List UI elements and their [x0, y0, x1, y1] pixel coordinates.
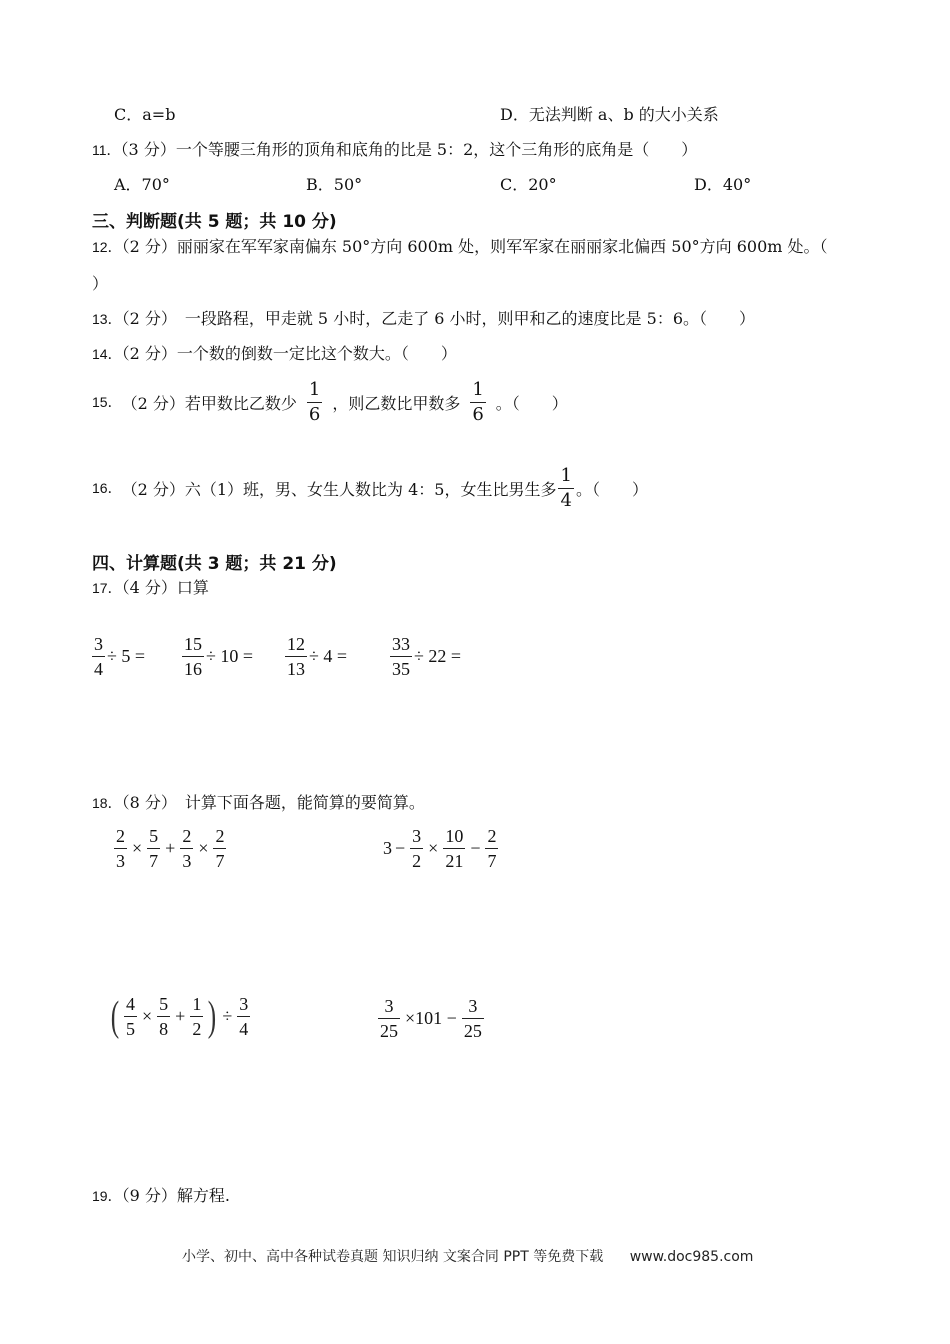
question-text-part1: （2 分）六（1）班，男、女生人数比为 4：5，女生比男生多: [121, 479, 557, 499]
q11-option-b: B．50°: [306, 175, 363, 194]
question-16: [92, 462, 648, 514]
question-number: 16．: [92, 480, 122, 496]
page-footer: [182, 1246, 753, 1266]
calculation-expression-4: $\frac{3}{25}$ ×101 − $\frac{3}{25}$: [380, 996, 482, 1041]
question-15: [92, 376, 568, 428]
calculation-expression-2: 3 − $\frac{3}{2}$ × $\frac{10}{21}$ − $\frac{2}{7}$: [383, 826, 497, 871]
footer-site-link[interactable]: www.doc985.com: [629, 1249, 754, 1265]
question-12: [92, 234, 828, 257]
question-number: 11．: [92, 142, 121, 158]
question-14: [92, 341, 457, 364]
question-text: （4 分）口算: [121, 578, 209, 597]
question-number: 12．: [92, 239, 122, 255]
question-text: （2 分）一个数的倒数一定比这个数大。（ ）: [121, 344, 457, 363]
fraction: $\frac{1}{6}$: [308, 378, 321, 425]
mental-math-item: $\frac{3}{4}$ ÷ 5 =: [94, 634, 146, 679]
section-heading-calculation: 四、计算题(共 3 题；共 21 分): [92, 554, 337, 574]
question-number: 19．: [92, 1188, 122, 1204]
calculation-expression-3: ( $\frac{4}{5}$ × $\frac{5}{8}$ + $\frac{1}{2}$ ) ÷ $\frac{3}{4}$: [110, 993, 249, 1040]
question-18: [92, 790, 425, 813]
question-text: （9 分）解方程.: [121, 1186, 230, 1205]
question-number: 14．: [92, 346, 122, 362]
question-13: [92, 306, 755, 329]
question-text-part3: 。（ ）: [495, 393, 568, 413]
question-17: [92, 575, 209, 598]
question-text-part1: （2 分）若甲数比乙数少: [121, 393, 297, 413]
question-11: [92, 137, 697, 160]
calculation-expression-1: $\frac{2}{3}$ × $\frac{5}{7}$ + $\frac{2}{3}$ × $\frac{2}{7}$: [116, 826, 225, 871]
question-12-continuation: ）: [92, 274, 109, 293]
section-heading-judgment: 三、判断题(共 5 题；共 10 分): [92, 212, 337, 232]
q11-option-c: C．20°: [500, 175, 557, 194]
question-text: （2 分） 一段路程，甲走就 5 小时，乙走了 6 小时，则甲和乙的速度比是 5：6。（ ）: [121, 309, 755, 328]
fraction: $\frac{1}{6}$: [472, 378, 484, 425]
footer-text: 小学、初中、高中各种试卷真题 知识归纳 文案合同 PPT 等免费下载: [182, 1249, 604, 1265]
fraction: $\frac{1}{4}$: [560, 464, 572, 511]
question-text: （3 分）一个等腰三角形的顶角和底角的比是 5：2，这个三角形的底角是（ ）: [120, 140, 698, 159]
question-number: 15．: [92, 394, 122, 410]
question-text: （8 分） 计算下面各题，能简算的要简算。: [121, 793, 425, 812]
question-number: 17．: [92, 580, 122, 596]
question-19: [92, 1183, 230, 1206]
mental-math-item: $\frac{15}{16}$ ÷ 10 =: [184, 634, 254, 679]
mental-math-item: $\frac{12}{13}$ ÷ 4 =: [287, 634, 348, 679]
q11-option-a: A．70°: [114, 175, 170, 194]
question-text-part2: ，则乙数比甲数多: [332, 393, 461, 413]
question-text-part2: 。（ ）: [575, 479, 648, 499]
question-number: 13．: [92, 311, 122, 327]
question-text: （2 分）丽丽家在军军家南偏东 50°方向 600m 处，则军军家在丽丽家北偏西 50°方向 600m 处。（: [121, 237, 828, 256]
q11-option-d: D．40°: [694, 175, 752, 194]
mental-math-item: $\frac{33}{35}$ ÷ 22 =: [392, 634, 462, 679]
question-number: 18．: [92, 795, 122, 811]
q10-option-c: C．a=b: [114, 105, 176, 124]
q10-option-d: D．无法判断 a、b 的大小关系: [500, 105, 719, 124]
